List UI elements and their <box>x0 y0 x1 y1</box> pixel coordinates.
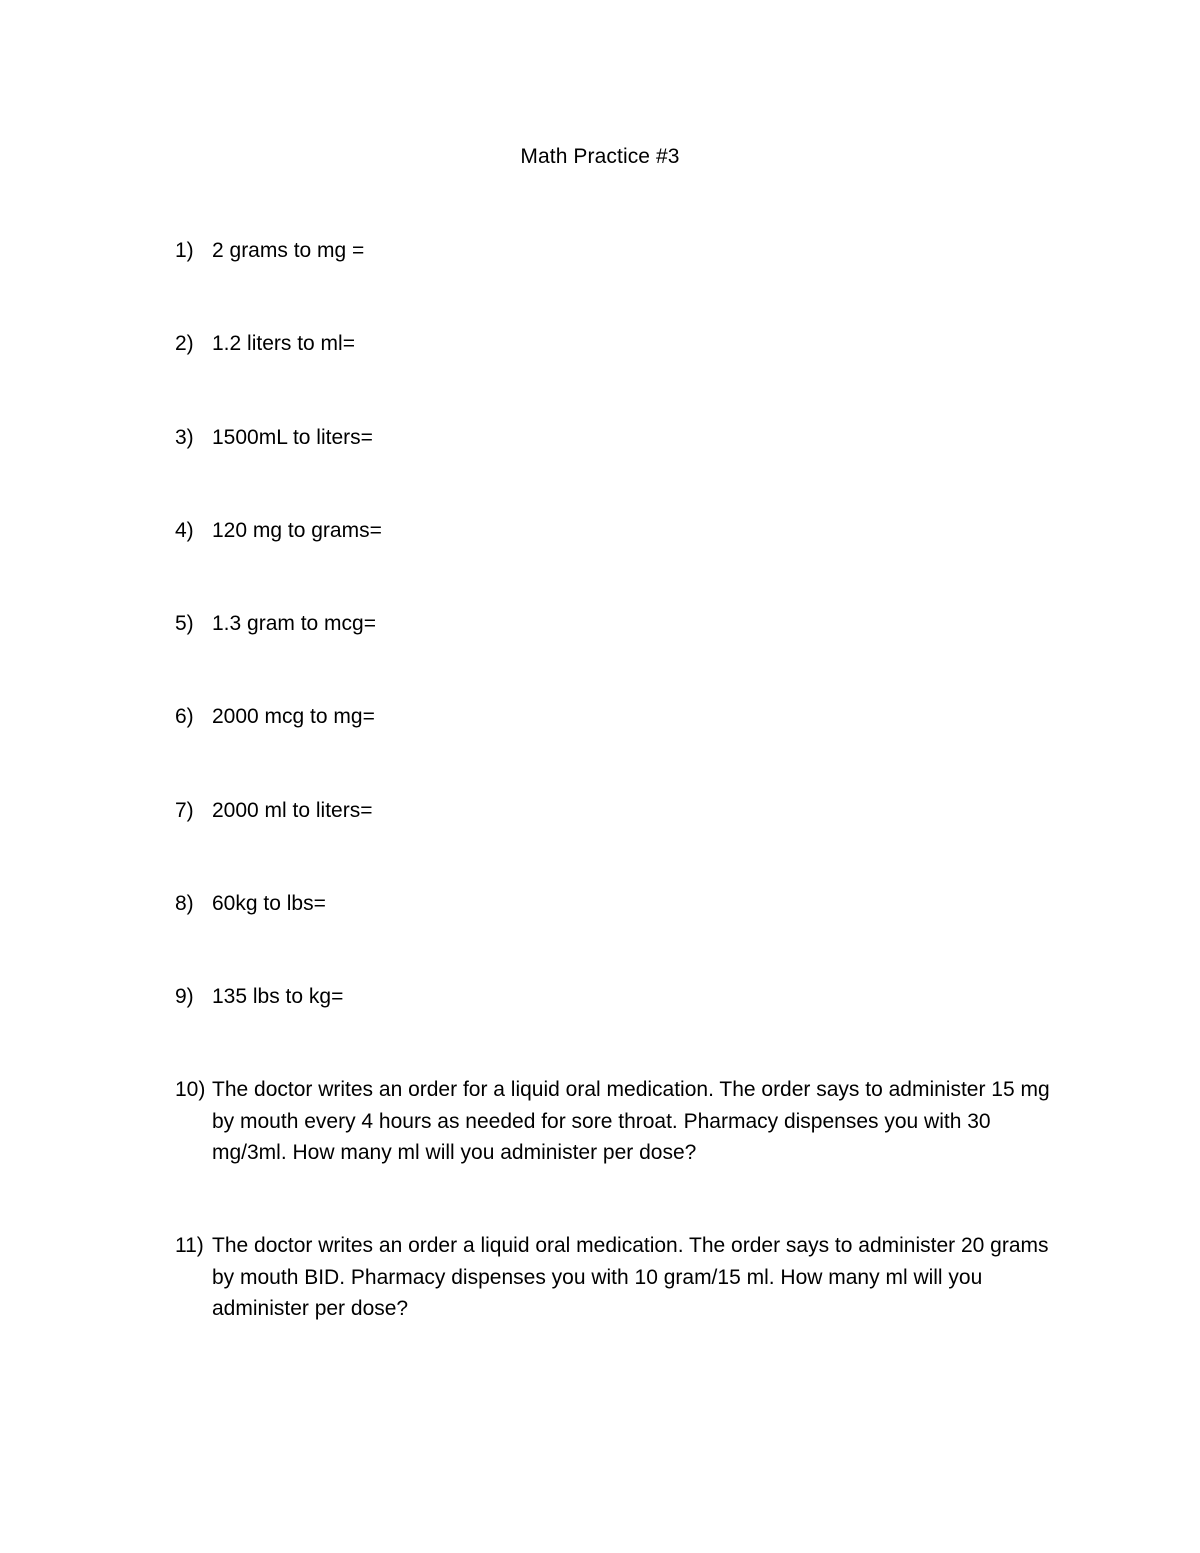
question-text: The doctor writes an order for a liquid oral medication. The order says to administer 15 mg by mouth every 4 hours as needed for sore throat. Pharmacy dispenses you with 30 mg/3ml. How many ml will you administer per dose? <box>212 1078 1050 1164</box>
question-text: 120 mg to grams= <box>212 519 382 542</box>
question-text: 2000 ml to liters= <box>212 799 373 822</box>
question-text: 135 lbs to kg= <box>212 985 344 1008</box>
question-number: 7) <box>175 799 194 822</box>
question-text: The doctor writes an order a liquid oral medication. The order says to administer 20 grams by mouth BID. Pharmacy dispenses you with 10 gram/15 ml. How many ml will you administer per dose? <box>212 1234 1049 1320</box>
question-number: 3) <box>175 426 194 449</box>
question-number: 2) <box>175 332 194 355</box>
question-number: 10) <box>175 1078 206 1101</box>
question-text: 1500mL to liters= <box>212 426 373 449</box>
question-text: 1.3 gram to mcg= <box>212 612 376 635</box>
question-text: 1.2 liters to ml= <box>212 332 355 355</box>
question-text: 2 grams to mg = <box>212 239 365 262</box>
question-number: 5) <box>175 612 194 635</box>
question-number: 9) <box>175 985 194 1008</box>
question-text: 60kg to lbs= <box>212 892 326 915</box>
question-11 <box>175 1230 1055 1325</box>
question-number: 4) <box>175 519 194 542</box>
question-number: 8) <box>175 892 194 915</box>
question-number: 6) <box>175 705 194 728</box>
question-10 <box>175 1074 1055 1169</box>
page-title: Math Practice #3 <box>520 145 680 168</box>
question-number: 1) <box>175 239 194 262</box>
question-number: 11) <box>175 1234 204 1257</box>
question-text: 2000 mcg to mg= <box>212 705 375 728</box>
